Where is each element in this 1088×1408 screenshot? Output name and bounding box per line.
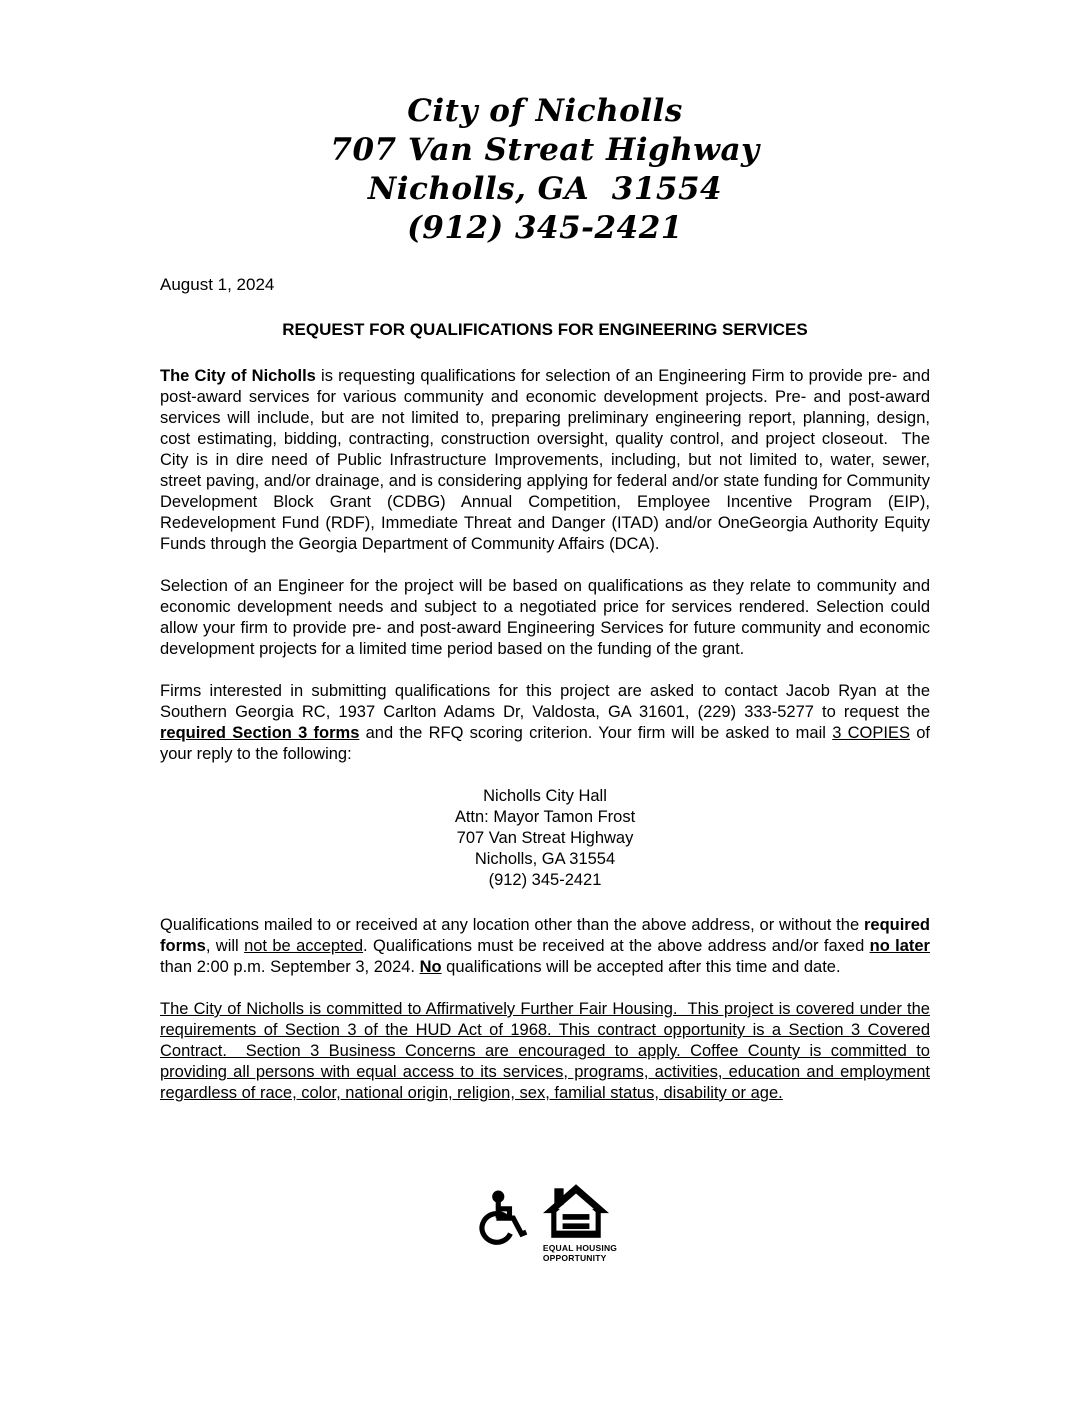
paragraph-contact-instructions: Firms interested in submitting qualifications for this project are asked to contact Jacob Ryan at the Southern Georgia RC, 1937 Carlton Adams Dr, Valdosta, GA 31601, (229) 333-5277 to request the required Section 3 forms and the RFQ scoring criterion. Your firm will be asked to mail 3 COPIES of your reply to the following: [160,682,930,763]
paragraph-selection-criteria: Selection of an Engineer for the project will be based on qualifications as they relate to community and economic development needs and subject to a negotiated price for services rendered. Selection could allow your firm to provide pre- and post-award Engineering Services for future community and economic development projects for a limited time period based on the funding of the grant. [160,577,930,658]
footer-logos [160,1184,930,1263]
wheelchair-accessibility-icon [473,1184,531,1261]
address-line-city: Nicholls, GA 31554 [474,850,616,868]
letterhead-phone: (912) 345-2421 [407,210,683,246]
document-title: REQUEST FOR QUALIFICATIONS FOR ENGINEERING SERVICES [282,320,808,339]
eho-caption-line1: EQUAL HOUSING [542,1243,618,1253]
equal-housing-opportunity-icon [543,1184,617,1263]
document-date: August 1, 2024 [160,275,275,294]
letterhead-org-name: City of Nicholls [407,93,683,129]
address-line-hall: Nicholls City Hall [483,787,607,805]
paragraph-deadline: Qualifications mailed to or received at any location other than the above address, or without the required forms, will not be accepted. Qualifications must be received at the above address and/or faxed no later than 2:00 p.m. September 3, 2024. No qualifications will be accepted after this time and date. [160,916,930,976]
letterhead [160,92,930,248]
mailing-address-block [160,786,930,891]
eho-caption-line2: OPPORTUNITY [542,1253,607,1263]
address-line-attn: Attn: Mayor Tamon Frost [454,808,636,826]
paragraph-fair-housing: The City of Nicholls is committed to Affirmatively Further Fair Housing. This project is covered under the requirements of Section 3 of the HUD Act of 1968. This contract opportunity is a Section 3 Covered Contract. Section 3 Business Concerns are encouraged to apply. Coffee County is committed to providing all persons with equal access to its services, programs, activities, education and employment regardless of race, color, national origin, religion, sex, familial status, disability or age. [160,1000,930,1102]
paragraph-intro: The City of Nicholls is requesting qualifications for selection of an Engineering Firm to provide pre- and post-award services for various community and economic development projects. Pre- and post-award services will include, but are not limited to, preparing preliminary engineering report, planning, design, cost estimating, bidding, contracting, construction oversight, quality control, and project closeout. The City is in dire need of Public Infrastructure Improvements, including, but not limited to, water, sewer, street paving, and/or drainage, and is considering applying for federal and/or state funding for Community Development Block Grant (CDBG) Annual Competition, Employee Incentive Program (EIP), Redevelopment Fund (RDF), Immediate Threat and Danger (ITAD) and/or OneGeorgia Authority Equity Funds through the Georgia Department of Community Affairs (DCA). [160,367,930,553]
letterhead-street: 707 Van Streat Highway [330,132,760,168]
address-line-street: 707 Van Streat Highway [456,829,634,847]
letterhead-city-state-zip: Nicholls, GA 31554 [367,171,723,207]
address-line-phone: (912) 345-2421 [488,871,602,889]
